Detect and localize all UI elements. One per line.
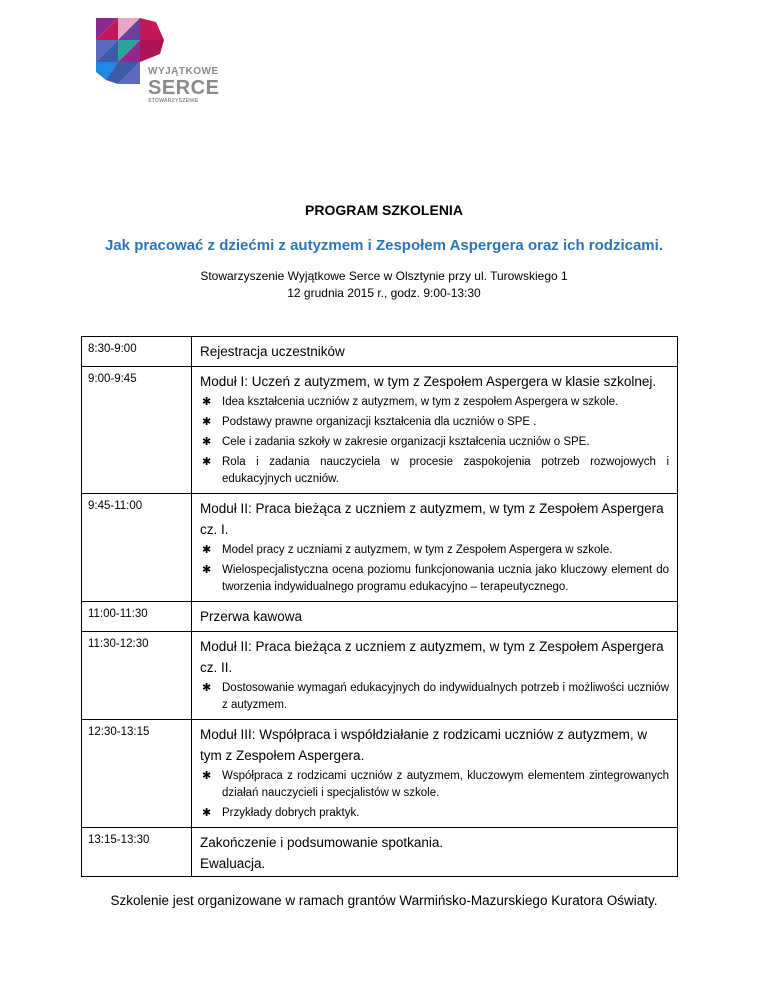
event-date: 12 grudnia 2015 r., godz. 9:00-13:30 [287,286,481,300]
venue-info [0,268,768,302]
row-title: Moduł II: Praca bieżąca z uczniem z autyzmem, w tym z Zespołem Aspergera cz. I. [200,501,664,537]
logo-line-3: STOWARZYSZENIE [148,98,199,104]
logo-text [148,66,219,105]
row-time: 11:00-11:30 [82,602,192,632]
list-item: ✱ Cele i zadania szkoły w zakresie organizacji kształcenia uczniów o SPE. [200,434,669,451]
bullet-list [200,542,669,596]
list-item: ✱ Idea kształcenia uczniów z autyzmem, w tym z zespołem Aspergera w szkole. [200,394,669,411]
asterisk-bullet-icon: ✱ [202,682,212,694]
asterisk-bullet-icon: ✱ [202,416,212,428]
asterisk-bullet-icon: ✱ [202,807,212,819]
asterisk-bullet-icon: ✱ [202,544,212,556]
row-title-line-2: Ewaluacja. [200,856,266,871]
row-time: 9:00-9:45 [82,367,192,494]
bullet-list [200,394,669,488]
bullet-list [200,680,669,714]
row-title: Rejestracja uczestników [200,344,345,359]
list-item: ✱ Model pracy z uczniami z autyzmem, w tym z Zespołem Aspergera w szkole. [200,542,669,559]
program-row [82,494,678,602]
footer-note: Szkolenie jest organizowane w ramach grantów Warmińsko-Mazurskiego Kuratora Oświaty. [110,893,658,908]
list-item: ✱ Współpraca z rodzicami uczniów z autyzmem, kluczowym elementem zintegrowanych działań nauczycieli i specjalistów w szkole. [202,770,669,799]
list-item: ✱ Przykłady dobrych praktyk. [200,805,669,822]
row-content [192,337,678,367]
row-title: Zakończenie i podsumowanie spotkania. [200,835,444,850]
asterisk-bullet-icon: ✱ [202,770,212,782]
row-time: 12:30-13:15 [82,720,192,828]
list-item: ✱ Podstawy prawne organizacji kształcenia dla uczniów o SPE . [200,414,669,431]
program-row [82,602,678,632]
row-title: Moduł II: Praca bieżąca z uczniem z autyzmem, w tym z Zespołem Aspergera cz. II. [200,639,664,675]
row-title: Moduł III: Współpraca i współdziałanie z rodzicami uczniów z autyzmem, w tym z Zespołem Aspergera. [200,727,648,763]
row-content [192,828,678,877]
list-item: ✱ Rola i zadania nauczyciela w procesie zaspokojenia potrzeb rozwojowych i edukacyjnych uczniów. [202,456,669,485]
row-title: Przerwa kawowa [200,609,303,624]
program-row [82,367,678,494]
document-title: PROGRAM SZKOLENIA [305,202,463,218]
row-content [192,367,678,494]
program-row [82,720,678,828]
program-row [82,828,678,877]
list-item: ✱ Wielospecjalistyczna ocena poziomu funkcjonowania ucznia jako kluczowy element do tworzenia indywidualnego programu edukacyjno – terapeutycznego. [202,564,669,593]
asterisk-bullet-icon: ✱ [202,436,212,448]
asterisk-bullet-icon: ✱ [202,456,212,468]
asterisk-bullet-icon: ✱ [202,564,212,576]
row-time: 8:30-9:00 [82,337,192,367]
program-table [81,336,678,877]
list-item: ✱ Dostosowanie wymagań edukacyjnych do indywidualnych potrzeb i możliwości uczniów z autyzmem. [202,682,669,711]
document-subtitle: Jak pracować z dziećmi z autyzmem i Zespołem Aspergera oraz ich rodzicami. [105,237,663,254]
logo-line-1: WYJĄTKOWE [148,66,219,77]
bullet-list [200,768,669,822]
row-time: 9:45-11:00 [82,494,192,602]
row-content [192,602,678,632]
logo-line-2: SERCE [148,77,220,99]
venue-address: Stowarzyszenie Wyjątkowe Serce w Olsztynie przy ul. Turowskiego 1 [200,269,568,283]
row-content [192,494,678,602]
row-time: 13:15-13:30 [82,828,192,877]
asterisk-bullet-icon: ✱ [202,396,212,408]
row-content [192,720,678,828]
row-content [192,632,678,720]
program-row [82,337,678,367]
row-time: 11:30-12:30 [82,632,192,720]
program-row [82,632,678,720]
row-title: Moduł I: Uczeń z autyzmem, w tym z Zespołem Aspergera w klasie szkolnej. [200,374,657,389]
